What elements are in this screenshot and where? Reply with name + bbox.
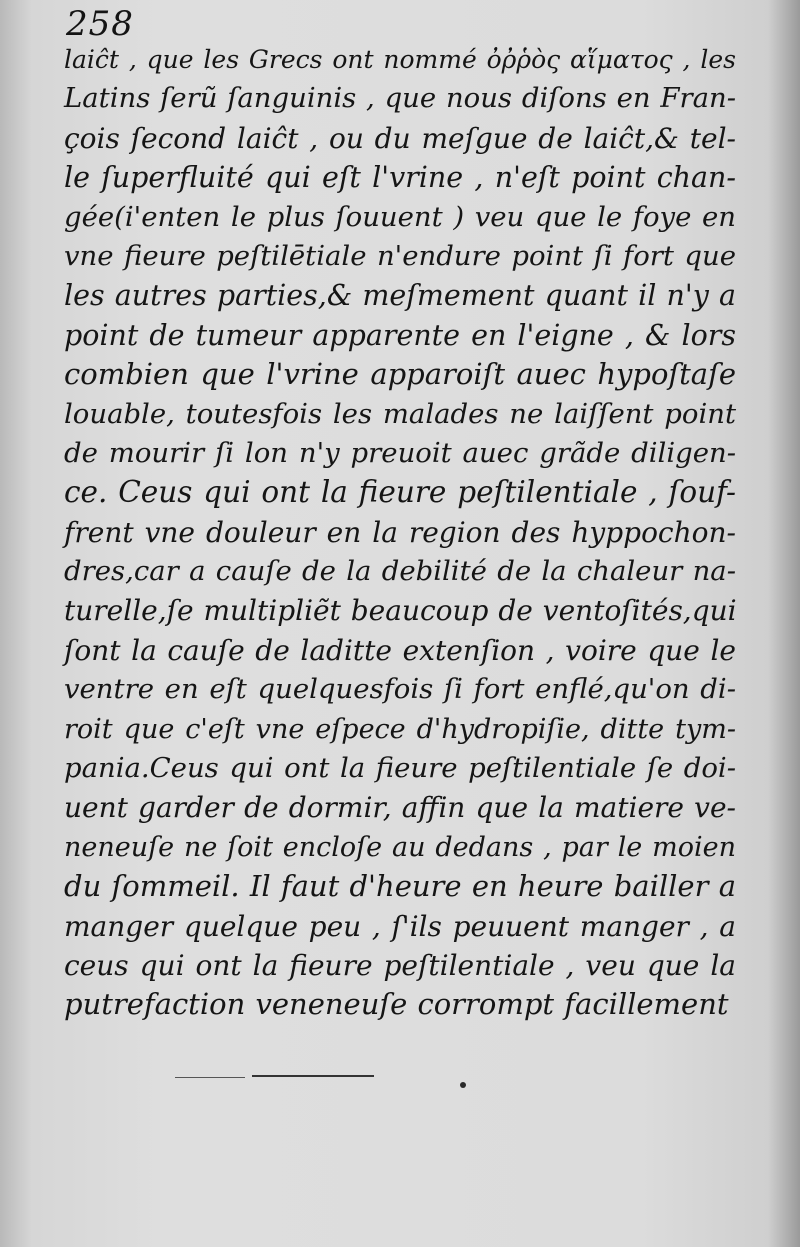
text-line: ceus qui ont la fieure peſtilentiale , veu que la bbox=[64, 948, 736, 982]
text-line: ſont la cauſe de laditte extenſion , voire que le bbox=[64, 633, 736, 667]
text-line: vne fieure peſtilētiale n'endure point ſi fort que bbox=[64, 239, 736, 272]
ink-underline bbox=[175, 1077, 245, 1078]
text-line: louable, toutesfois les malades ne laiſſent point bbox=[64, 397, 736, 430]
text-line: de mourir ſi lon n'y preuoit auec grãde diligen- bbox=[64, 436, 736, 469]
text-line: çois ſecond laiĉt , ou du meſgue de laiĉt,& tel- bbox=[64, 121, 736, 155]
text-line: Latins ſerũ ſanguinis , que nous diſons en Fran- bbox=[64, 82, 736, 115]
page-number: 258 bbox=[66, 4, 134, 44]
text-line: du ſommeil. Il faut d'heure en heure bailler a bbox=[64, 869, 736, 904]
text-line: roit que c'eſt vne eſpece d'hydropiſie, ditte tym- bbox=[64, 713, 736, 745]
body-text bbox=[64, 40, 736, 1025]
text-line: frent vne douleur en la region des hyppochon- bbox=[64, 515, 736, 549]
text-line: point de tumeur apparente en l'eigne , & lors bbox=[64, 318, 736, 352]
text-line: dres,car a cauſe de la debilité de la chaleur na- bbox=[64, 555, 736, 588]
text-line: turelle,ſe multipliẽt beaucoup de ventoſités,qui bbox=[64, 594, 737, 628]
text-line: les autres parties,& meſmement quant il n'y a bbox=[64, 279, 736, 313]
text-line: putrefaction veneneuſe corrompt facillement bbox=[64, 987, 729, 1022]
ink-spot bbox=[460, 1082, 466, 1088]
text-line: ce. Ceus qui ont la fieure peſtilentiale , ſouf- bbox=[64, 475, 736, 510]
text-line: ventre en eſt quelquesfois ſi fort enflé,qu'on di- bbox=[64, 673, 736, 706]
text-line: gée(i'enten le plus ſouuent ) veu que le foye en bbox=[64, 200, 736, 233]
text-line: neneuſe ne ſoit encloſe au dedans , par le moien bbox=[64, 831, 736, 863]
text-line: le ſuperfluité qui eſt l'vrine , n'eſt point chan- bbox=[64, 161, 736, 195]
text-line: manger quelque peu , ſ'ils peuuent manger , a bbox=[64, 909, 736, 943]
text-line: uent garder de dormir, affin que la matiere ve- bbox=[64, 791, 736, 825]
ink-underline bbox=[252, 1075, 374, 1077]
text-line: pania.Ceus qui ont la fieure peſtilentiale ſe doi- bbox=[64, 752, 736, 785]
text-line: laiĉt , que les Grecs ont nommé ὀῤῥὸς αἵματος , les bbox=[64, 45, 736, 74]
text-line: combien que l'vrine apparoiſt auec hypoſtaſe bbox=[64, 357, 736, 392]
